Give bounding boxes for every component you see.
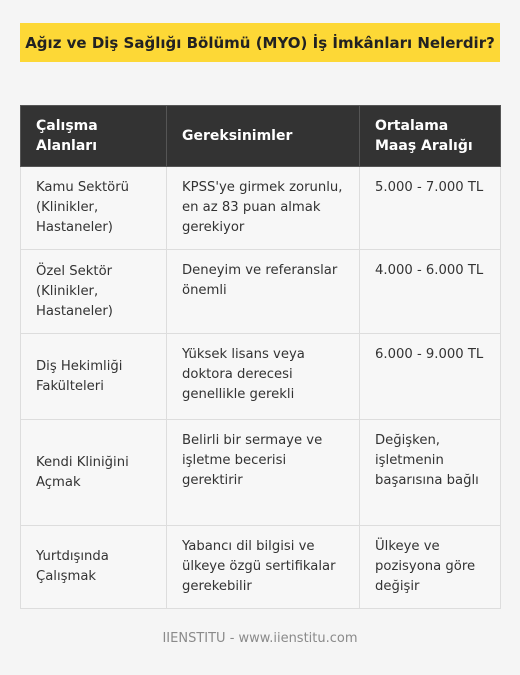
cell-work-area: Kamu Sektörü (Klinikler, Hastaneler)	[21, 167, 167, 250]
cell-salary: 4.000 - 6.000 TL	[360, 250, 501, 334]
cell-work-area: Diş Hekimliği Fakülteleri	[21, 334, 167, 420]
table-header-row	[21, 106, 501, 167]
table-row	[21, 420, 501, 526]
table-row	[21, 334, 501, 420]
jobs-table	[20, 105, 501, 609]
table-row	[21, 250, 501, 334]
header-work-areas: Çalışma Alanları	[21, 106, 167, 167]
cell-requirements: Yüksek lisans veya doktora derecesi genellikle gerekli	[167, 334, 360, 420]
cell-work-area: Kendi Kliniğini Açmak	[21, 420, 167, 526]
footer-credit: IIENSTITU - www.iienstitu.com	[162, 631, 358, 646]
cell-requirements: Deneyim ve referanslar önemli	[167, 250, 360, 334]
page-title: Ağız ve Diş Sağlığı Bölümü (MYO) İş İmkânları Nelerdir?	[20, 23, 500, 62]
cell-requirements: Yabancı dil bilgisi ve ülkeye özgü sertifikalar gerekebilir	[167, 526, 360, 609]
cell-work-area: Yurtdışında Çalışmak	[21, 526, 167, 609]
cell-salary: Ülkeye ve pozisyona göre değişir	[360, 526, 501, 609]
table-row	[21, 167, 501, 250]
cell-salary: 6.000 - 9.000 TL	[360, 334, 501, 420]
cell-salary: 5.000 - 7.000 TL	[360, 167, 501, 250]
cell-work-area: Özel Sektör (Klinikler, Hastaneler)	[21, 250, 167, 334]
header-salary-range: Ortalama Maaş Aralığı	[360, 106, 501, 167]
header-requirements: Gereksinimler	[167, 106, 360, 167]
table-row	[21, 526, 501, 609]
cell-requirements: KPSS'ye girmek zorunlu, en az 83 puan almak gerekiyor	[167, 167, 360, 250]
cell-salary: Değişken, işletmenin başarısına bağlı	[360, 420, 501, 526]
cell-requirements: Belirli bir sermaye ve işletme becerisi gerektirir	[167, 420, 360, 526]
